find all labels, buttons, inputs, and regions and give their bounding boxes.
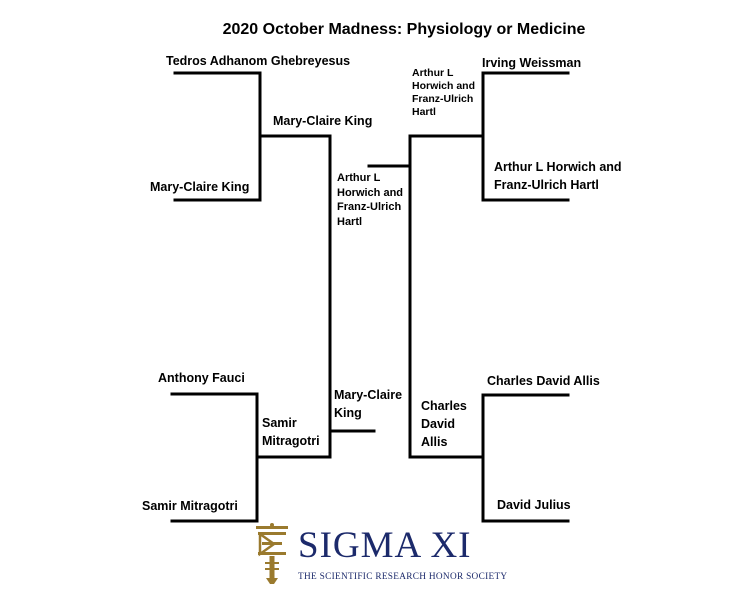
sigma-xi-logo [252,522,508,588]
entrant-left-top-2: Mary-Claire King [150,180,250,194]
winner-right-bottom: Charles David Allis [421,399,467,449]
entrant-left-top-1: Tedros Adhanom Ghebreyesus [166,54,351,68]
bracket-title: 2020 October Madness: Physiology or Medicine [222,21,586,38]
entrant-left-bottom-1: Anthony Fauci [158,371,245,385]
logo-tagline: THE SCIENTIFIC RESEARCH HONOR SOCIETY [298,572,508,582]
entrant-right-bottom-1: Charles David Allis [487,374,600,388]
entrant-right-bottom-2: David Julius [497,498,571,512]
entrant-left-bottom-2: Samir Mitragotri [142,499,238,513]
winner-left-bottom: Samir Mitragotri [262,416,320,448]
finalist-right: Arthur L Horwich and Franz-Ulrich Hartl [337,172,404,228]
finalist-left: Mary-Claire King [334,388,403,420]
logo-name: SIGMA XI [298,525,472,566]
entrant-right-top-1: Irving Weissman [482,56,582,70]
winner-left-top: Mary-Claire King [273,114,373,128]
winner-right-top: Arthur L Horwich and Franz-Ulrich Hartl [412,67,476,118]
entrant-right-top-2: Arthur L Horwich and Franz-Ulrich Hartl [494,160,622,192]
sigma-xi-emblem-icon [252,522,292,586]
bracket-line-left-top-winner [260,136,330,457]
